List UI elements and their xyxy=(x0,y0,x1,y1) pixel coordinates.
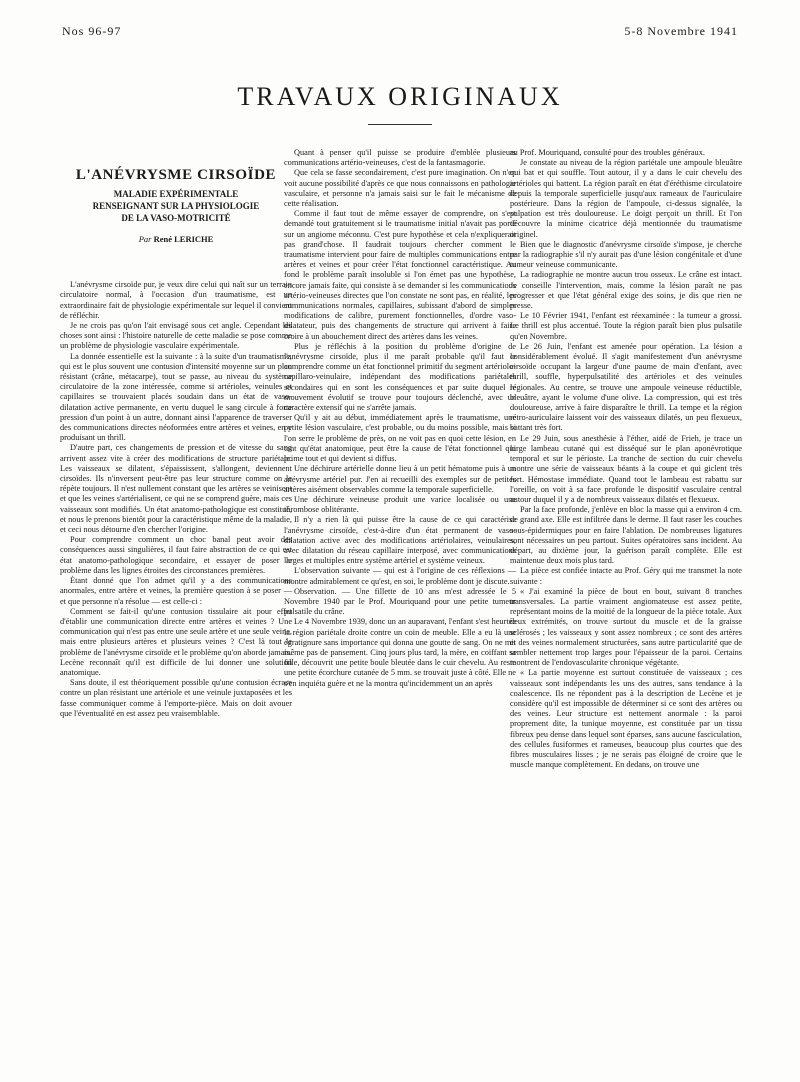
paragraph: Plus je réfléchis à la position du problème d'origine de l'anévrysme cirsoïde, plus il me paraît probable qu'il faut le comprendre comme un état fonctionnel primitif du segment artériolo-capillaro-veinulaire, indépendant des modifications pariétales secondaires qui en sont les conséquences et par suite duquel le mouvement évolutif se trouve pour toujours déclenché, avec un caractère extensif qui ne s'arrête jamais. xyxy=(284,341,516,413)
article-title: L'ANÉVRYSME CIRSOÏDE xyxy=(75,167,277,183)
article-header xyxy=(60,166,292,244)
paragraph: Je ne crois pas qu'on l'ait envisagé sous cet angle. Cependant les choses sont ainsi : l'histoire naturelle de cette maladie se pose comme un problème de physiologie vasculaire expérimentale. xyxy=(60,321,292,351)
paragraph: Pour comprendre comment un choc banal peut avoir des conséquences aussi singulières, il faut faire abstraction de ce qui est état anatomo-pathologique secondaire, et essayer de poser le problème dans les lignes étroites des circonstances premières. xyxy=(60,535,292,575)
issue-date: 5-8 Novembre 1941 xyxy=(624,24,738,38)
section-title: TRAVAUX ORIGINAUX xyxy=(237,82,563,111)
paragraph: Il n'y a rien là qui puisse être la cause de ce qui caractérise l'anévrysme cirsoïde, c'est-à-dire d'un état permanent de vaso-dilatation active avec des modifications artériolaires, veinulaires, avec dilatation du réseau capillaire interposé, avec communications larges et multiples entre système artériel et système veineux. xyxy=(284,515,516,566)
paragraph: « La partie moyenne est surtout constituée de vaisseaux ; ces vaisseaux sont indépendants les uns des autres, sans tendance à la coalescence. Ils ne répondent pas à la description de Lecène et je considère qu'il est impossible de déterminer si ce sont des artères ou des veines. Leur structure est nettement anormale : la paroi proprement dite, la tunique moyenne, est constituée par un tissu fibreux peu dense dans lequel sont éparses, sans aucune fasciculation, des cellules fusiformes et rameuses, beaucoup plus courtes que des fibres musculaires lisses ; je ne serais pas éloigné de croire que le muscle manque complètement. En dedans, on trouve une xyxy=(510,668,742,770)
column-2 xyxy=(284,148,516,689)
paragraph: Qu'il y ait au début, immédiatement après le traumatisme, une petite lésion vasculaire, c'est probable, ou du moins possible, mais si l'on serre le problème de près, on ne voit pas en quoi cette lésion, en tant qu'état anatomique, peut être la cause de l'état fonctionnel qui prime tout et qui devient si diffus. xyxy=(284,413,516,464)
column-1 xyxy=(60,148,292,719)
issue-number: Nos 96-97 xyxy=(62,24,122,38)
paragraph: L'anévrysme cirsoïde pur, je veux dire celui qui naît sur un terrain circulatoire normal, à l'occasion d'un traumatisme, est un extraordinaire fait de physiologie expérimentale sur lequel il convient de réfléchir. xyxy=(60,280,292,320)
column-3 xyxy=(510,148,742,770)
title-divider xyxy=(368,124,432,125)
paragraph: Je constate au niveau de la région pariétale une ampoule bleuâtre qui bat et qui souffle. Tout autour, il y a dans le cuir chevelu des artérioles qui battent. La région paraît en état d'éréthisme circulatoire depuis la temporale superficielle jusqu'aux rameaux de l'auriculaire postérieure. Dans la région de l'ampoule, ci-dessus signalée, la palpation est très douloureuse. Le doigt perçoit un thrill. Et l'on découvre la minime cicatrice déjà mentionnée du traumatisme originel. xyxy=(510,158,742,239)
paragraph: Le 4 Novembre 1939, donc un an auparavant, l'enfant s'est heurtée la région pariétale droite contre un coin de meuble. Elle a eu là une égratignure sans importance qui donna une goutte de sang. On ne mit même pas de pansement. Cinq jours plus tard, la mère, en coiffant sa fille, découvrit une petite boule bleutée dans le cuir chevelu. Au reste une petite écorchure cutanée de 5 mm. se trouvait juste à côté. Elle ne s'en inquiéta guère et ne la montra qu'incidemment un an après xyxy=(284,617,516,688)
paragraph: L'observation suivante — qui est à l'origine de ces réflexions — montre admirablement ce qu'est, en soi, le problème dont je discute. xyxy=(284,566,516,586)
paragraph: « J'ai examiné la pièce de bout en bout, suivant 8 tranches transversales. La partie vraiment angiomateuse est assez petite, représentant moins de la moitié de la longueur de la pièce totale. Aux deux extrémités, on trouve surtout du muscle et de la graisse sclérosés ; les vaisseaux y sont assez nombreux ; ce sont des artères et des veines normalement structurées, sans autre particularité que de sembler nettement trop larges pour l'épaisseur de la paroi. Certains montrent de l'endovascularite chronique végétante. xyxy=(510,586,742,668)
paragraph: Une déchirure artérielle donne lieu à un petit hématome puis à un anévrysme artériel pur. J'en ai recueilli des exemples sur de petites artères aisément observables comme la temporale superficielle. xyxy=(284,464,516,494)
author-name: René LERICHE xyxy=(153,234,214,244)
paragraph: La pièce est confiée intacte au Prof. Géry qui me transmet la note suivante : xyxy=(510,566,742,586)
paragraph: Le 10 Février 1941, l'enfant est réexaminée : la tumeur a grossi. Le thrill est plus accentué. Toute la région paraît bien plus pulsatile qu'en Novembre. xyxy=(510,311,742,341)
paragraph: Le 29 Juin, sous anesthésie à l'éther, aidé de Frieh, je trace un large lambeau cutané qui est disséqué sur le plan aponévrotique temporal et sur le périoste. La tranche de section du cuir chevelu montre une série de vaisseaux béants à la coupe et qui giclent très fort. Hémostase immédiate. Quand tout le lambeau est rabattu sur l'oreille, on voit à sa face profonde le dispositif vasculaire central autour duquel il y a de nombreux vaisseaux dilatés et flexueux. xyxy=(510,433,742,504)
paragraph: Sans doute, il est théoriquement possible qu'une contusion écrase contre un plan résistant une artériole et une veinule juxtaposées et les fasse communiquer comme à l'emporte-pièce. Mais on doit avouer que l'éventualité en est assez peu vraisemblable. xyxy=(60,678,292,718)
paragraph: Bien que le diagnostic d'anévrysme cirsoïde s'impose, je cherche par la radiographie s'il n'y aurait pas d'une lésion congénitale et d'une tumeur veineuse communicante. xyxy=(510,239,742,270)
paragraph: Par la face profonde, j'enlève en bloc la masse qui a environ 4 cm. de grand axe. Elle est infiltrée dans le derme. Il faut raser les couches sous-épidermiques pour en faire l'ablation. De nombreuses ligatures sont nécessaires un peu partout. Suites opératoires sans incident. Au départ, au dixième jour, la guérison paraît complète. Elle est maintenue deux mois plus tard. xyxy=(510,505,742,566)
paragraph: Comment se fait-il qu'une contusion tissulaire ait pour effet d'établir une communication directe entre artères et veines ? Une communication qui n'est pas entre une seule artère et une seule veine, mais entre plusieurs artères et plusieurs veines ? C'est là tout le problème de l'anévrysme cirsoïde et le problème qu'on aborde jamais. Lecène reconnaît qu'il est difficile de lui donner une solution anatomique. xyxy=(60,606,292,677)
paragraph: Que cela se fasse secondairement, c'est pure imagination. On n'en voit aucune possibilité d'après ce que nous connaissons en pathologie vasculaire, et personne n'a jamais saisi sur le fait le mécanisme de cette réalisation. xyxy=(284,168,516,209)
paragraph: au Prof. Mouriquand, consulté pour des troubles généraux. xyxy=(510,148,705,157)
paragraph: Une déchirure veineuse produit une varice localisée ou une thrombose oblitérante. xyxy=(284,494,516,515)
paragraph: La donnée essentielle est la suivante : à la suite d'un traumatisme, qui est le plus souvent une contusion d'intensité moyenne sur un plan résistant (crâne, métacarpe), tout se passe, au niveau du système circulatoire de la zone intéressée, comme si artérioles, veinules et capillaires se trouvaient placés soudain dans un état de vaso-dilatation active permanente, en vertu duquel le sang circule à forte pression d'un point à un autre, donnant ainsi l'apparence de traverser des communications directes néoformées entre artères et veines, en y produisant un thrill. xyxy=(60,351,292,443)
observation-paragraph: Observation. — Une fillette de 10 ans m'est adressée le 5 Novembre 1940 par le Prof. Mouriquand pour une petite tumeur pulsatile du crâne. xyxy=(284,586,516,617)
article-subtitle-2: RENSEIGNANT SUR LA PHYSIOLOGIE xyxy=(92,201,260,211)
article-author xyxy=(60,234,292,244)
paragraph: Étant donné que l'on admet qu'il y a des communications anormales, entre artère et veines, la première question à se poser — et que personne n'a résolue — est celle-ci : xyxy=(60,576,292,606)
article-subtitle-3: DE LA VASO-MOTRICITÉ xyxy=(121,213,231,223)
paragraph: Quant à penser qu'il puisse se produire d'emblée plusieurs communications artério-veineuses, c'est de la fantasmagorie. xyxy=(284,148,516,168)
article-subtitle-1: MALADIE EXPÉRIMENTALE xyxy=(113,189,239,199)
paragraph: La radiographie ne montre aucun trou osseux. Le crâne est intact. Je conseille l'intervention, mais, comme la lésion paraît ne pas progresser et que l'état général exige des soins, je dis que rien ne presse. xyxy=(510,270,742,311)
paragraph: Le 26 Juin, l'enfant est amenée pour opération. La lésion a considérablement évolué. Il s'agit manifestement d'un anévrysme cirsoïde occupant la largeur d'une paume de main d'enfant, avec thrill, souffle, hyperpulsatilité des artérioles et des veinules régionales. Au centre, se trouve une ampoule veineuse réductible, bleuâtre, ayant le volume d'une olive. La compression, qui est très douloureuse, arrive à faire disparaître le thrill. La tempe et la région rétro-auriculaire laissent voir des vaisseaux dilatés, un peu flexueux, battant très fort. xyxy=(510,341,742,433)
paragraph: D'autre part, ces changements de pression et de vitesse du sang arrivent assez vite à créer des modifications de structure pariétale. Les vaisseaux se dilatent, s'épaississent, s'allongent, deviennent cirsoïdes. Ils n'inversent peut-être pas leur structure comme on le répète toujours. Il n'est nullement constant que les artères se veinisent et que les veines s'artérialisent, ce qui ne se comprend guère, mais ces vaisseaux sont modifiés. Un état anatomo-pathologique est constitué, et nous le prenons bientôt pour la caractéristique même de la maladie, et ceci nous détourne d'en chercher l'origine. xyxy=(60,443,292,535)
author-prefix: Par xyxy=(138,234,152,244)
paragraph: Comme il faut tout de même essayer de comprendre, on s'est demandé tout gratuitement si le traumatisme initial n'avait pas porté sur un angiome méconnu. C'est pure hypothèse et cela n'expliquerait pas grand'chose. Il faudrait toujours chercher comment le traumatisme intervient pour faire de multiples communications entre artères et veines et pour créer l'état fonctionnel caractéristique. Au fond le problème paraît insoluble si l'on émet pas une hypothèse, encore jamais faite, qui consiste à se demander si les communications artério-veineuses directes que l'on constate ne sont pas, en réalité, les communications normales, capillaires, subissant d'abord de simples modifications de calibre, purement fonctionnelles, d'ordre vaso-dilatateur, puis des changements de structure qui arrivent à faire croire à un abouchement direct des artères dans les veines. xyxy=(284,209,516,341)
